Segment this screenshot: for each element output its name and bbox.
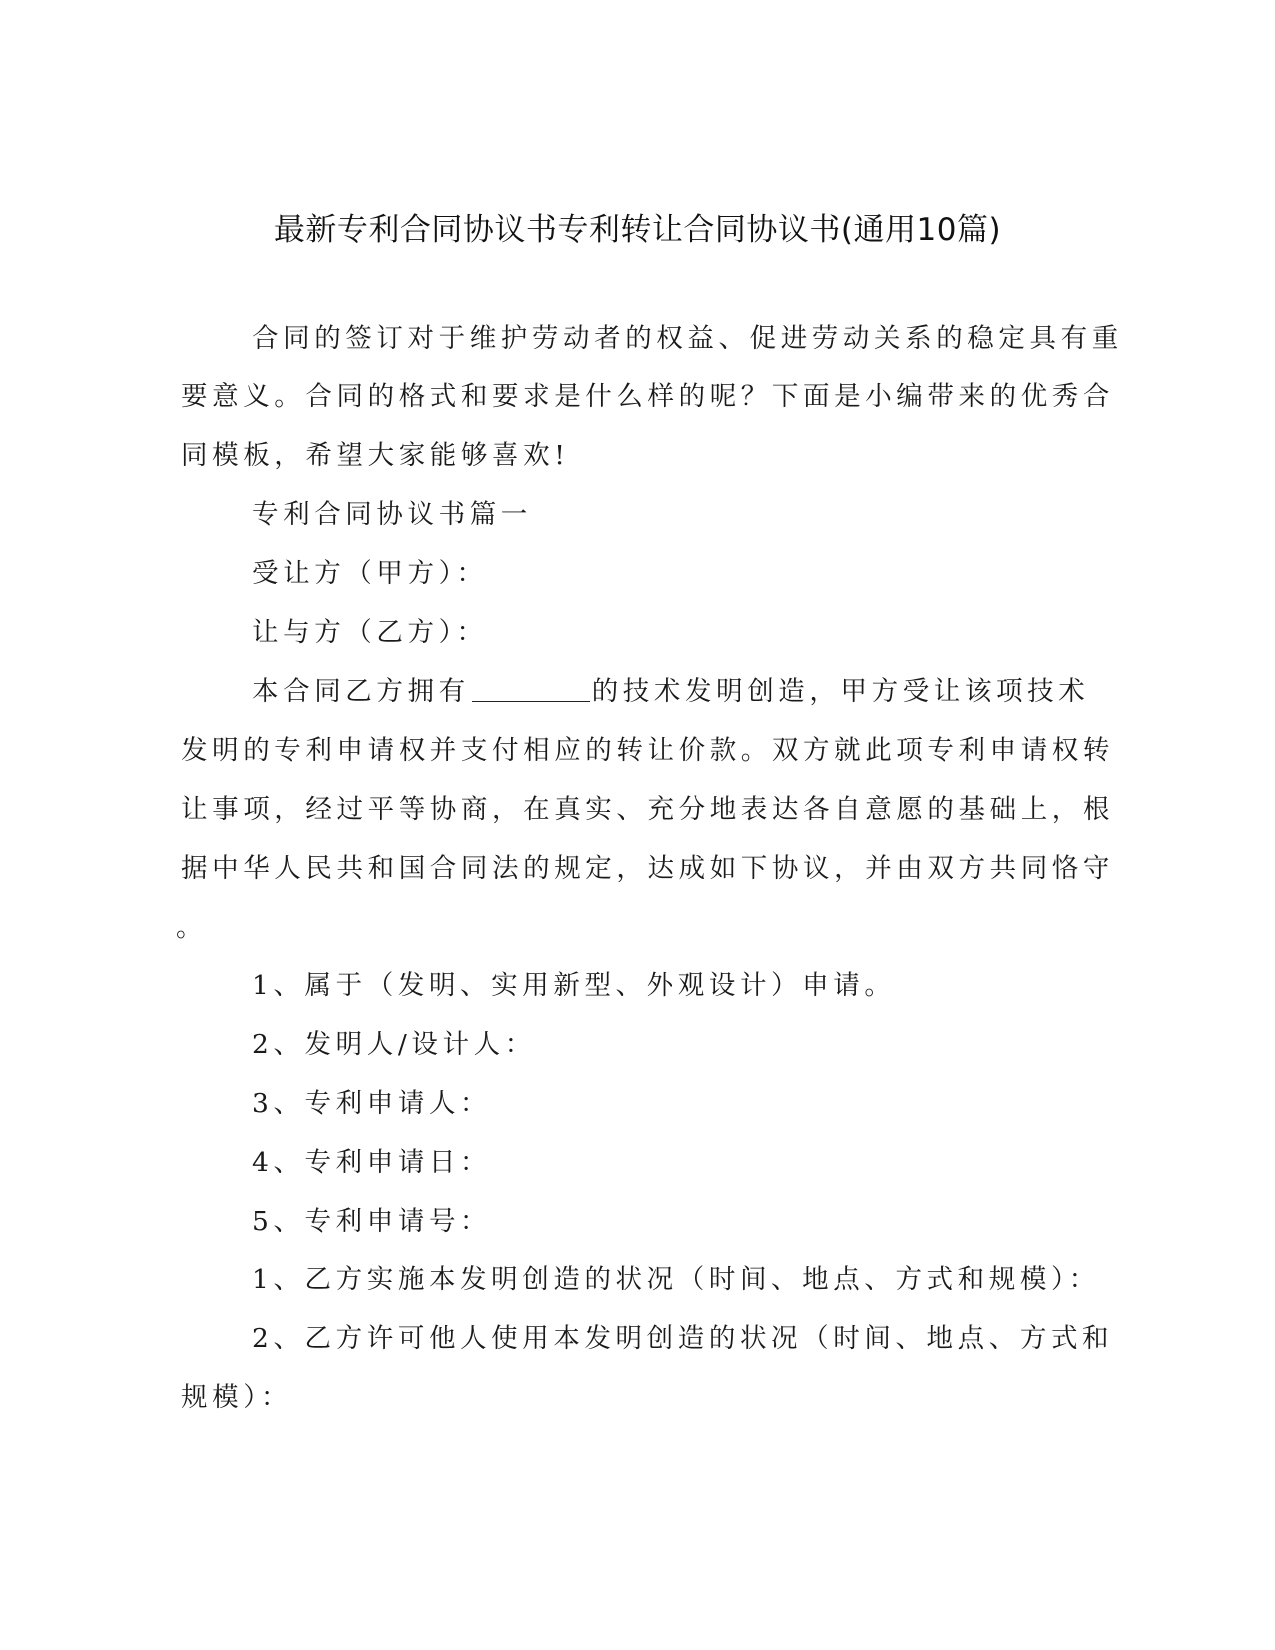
body-line-5: 。: [176, 912, 208, 943]
item-a-3: 3、专利申请人：: [252, 1088, 492, 1119]
item-b-2: 2、乙方许可他人使用本发明创造的状况（时间、地点、方式和: [252, 1323, 1114, 1354]
party-a-label: 受让方（甲方）：: [252, 558, 488, 589]
body-line-1-end: 的技术发明创造，甲方受让该项技术: [591, 676, 1090, 707]
party-b-label: 让与方（乙方）：: [252, 617, 488, 648]
item-a-5: 5、专利申请号：: [252, 1206, 492, 1237]
item-b-1: 1、乙方实施本发明创造的状况（时间、地点、方式和规模）：: [252, 1264, 1100, 1295]
intro-line-3: 同模板，希望大家能够喜欢!: [181, 440, 570, 471]
item-a-4: 4、专利申请日：: [252, 1147, 492, 1178]
body-line-2: 发明的专利申请权并支付相应的转让价款。双方就此项专利申请权转: [181, 735, 1114, 766]
intro-line-1: 合同的签订对于维护劳动者的权益、促进劳动关系的稳定具有重: [252, 323, 1123, 354]
intro-line-2: 要意义。合同的格式和要求是什么样的呢？下面是小编带来的优秀合: [181, 381, 1114, 412]
item-a-2: 2、发明人/设计人：: [252, 1029, 536, 1060]
item-b-2-continued: 规模）：: [181, 1382, 293, 1413]
body-line-3: 让事项，经过平等协商，在真实、充分地表达各自意愿的基础上，根: [181, 794, 1114, 825]
section-heading: 专利合同协议书篇一: [252, 499, 532, 530]
fill-in-blank: [472, 677, 590, 702]
document-title: 最新专利合同协议书专利转让合同协议书(通用10篇): [273, 212, 1002, 248]
body-line-1: [252, 675, 1089, 709]
body-line-1-start: 本合同乙方拥有: [252, 676, 470, 707]
item-a-1: 1、属于（发明、实用新型、外观设计）申请。: [252, 970, 896, 1001]
body-line-4: 据中华人民共和国合同法的规定，达成如下协议，并由双方共同恪守: [181, 853, 1114, 884]
